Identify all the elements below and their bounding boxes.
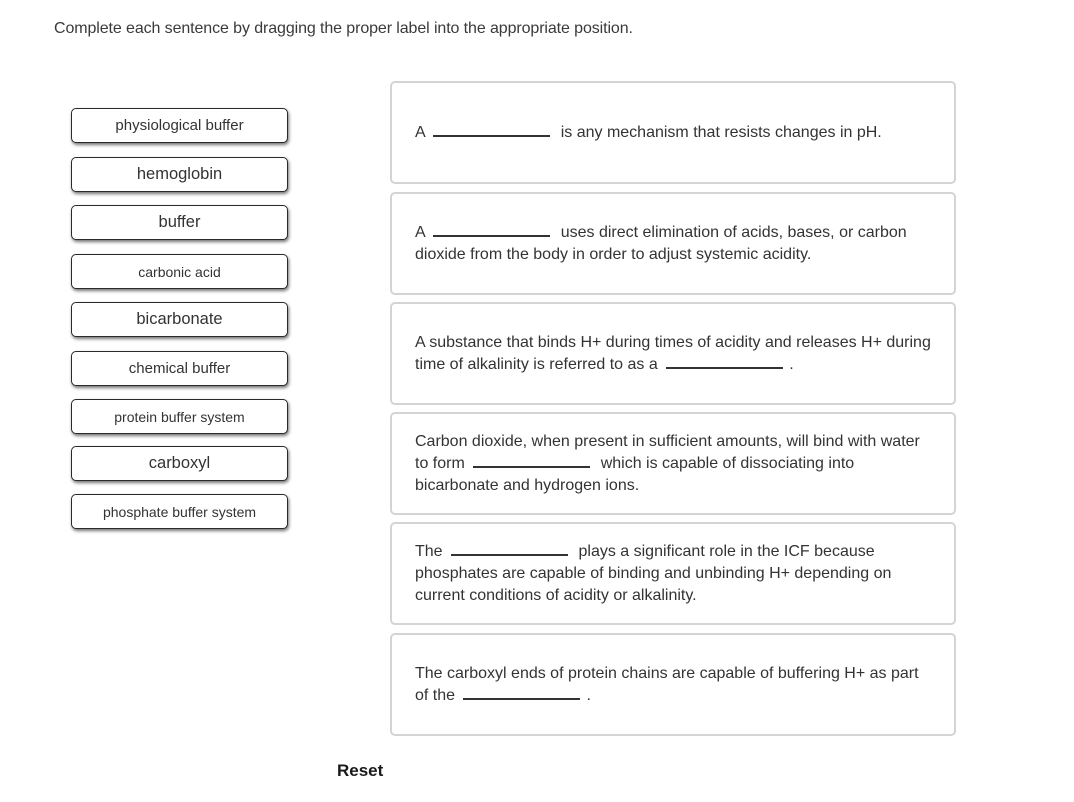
sentence-text	[415, 431, 932, 497]
label-text: bicarbonate	[136, 310, 223, 328]
label-text: phosphate buffer system	[102, 503, 257, 520]
drop-target-blank[interactable]	[473, 466, 590, 468]
reset-button[interactable]: Reset	[337, 761, 384, 780]
drop-target-blank[interactable]	[433, 235, 550, 237]
draggable-label-physiological-buffer[interactable]	[71, 108, 288, 143]
drop-target-blank[interactable]	[451, 554, 568, 556]
draggable-label-buffer[interactable]	[71, 205, 288, 240]
label-text: hemoglobin	[136, 165, 223, 183]
drop-target-blank[interactable]	[666, 367, 783, 369]
drop-target-blank[interactable]	[433, 135, 550, 137]
sentence-before: A	[415, 223, 425, 241]
sentence-box-3	[390, 302, 956, 405]
draggable-label-carboxyl[interactable]	[71, 446, 288, 481]
sentence-after: which is capable of dissociating into bicarbonate and hydrogen ions.	[415, 454, 855, 494]
sentence-before: The carboxyl ends of protein chains are capable of buffering H+ as part of the	[415, 664, 919, 704]
draggable-label-phosphate-buffer-system[interactable]	[71, 494, 288, 529]
sentence-after: .	[586, 686, 591, 704]
sentence-before: The	[415, 542, 443, 560]
drop-target-blank[interactable]	[463, 698, 580, 700]
label-text: chemical buffer	[128, 360, 231, 377]
draggable-label-chemical-buffer[interactable]	[71, 351, 288, 386]
draggable-label-bicarbonate[interactable]	[71, 302, 288, 337]
draggable-label-hemoglobin[interactable]	[71, 157, 288, 192]
draggable-label-carbonic-acid[interactable]	[71, 254, 288, 289]
sentence-before: A	[415, 123, 425, 141]
sentence-text	[415, 663, 932, 707]
sentence-after: uses direct elimination of acids, bases, or carbon dioxide from the body in order to adjust systemic acidity.	[415, 223, 907, 263]
label-text: physiological buffer	[115, 117, 244, 134]
sentence-box-2	[390, 192, 956, 295]
sentence-box-6	[390, 633, 956, 736]
sentence-after: plays a significant role in the ICF because phosphates are capable of binding and unbinding H+ depending on current conditions of acidity or alkalinity.	[415, 542, 892, 604]
instructions-text: Complete each sentence by dragging the proper label into the appropriate position.	[54, 20, 633, 37]
sentence-text	[415, 222, 932, 266]
sentence-after: .	[789, 355, 794, 373]
label-text: carboxyl	[148, 454, 211, 472]
sentence-box-4	[390, 412, 956, 515]
sentence-box-5	[390, 522, 956, 625]
sentence-after: is any mechanism that resists changes in pH.	[560, 123, 882, 141]
label-text: carbonic acid	[138, 263, 221, 280]
sentence-text	[415, 122, 882, 144]
sentence-before: Carbon dioxide, when present in sufficient amounts, will bind with water to form	[415, 432, 920, 472]
sentence-box-1	[390, 81, 956, 184]
sentence-text	[415, 332, 932, 376]
sentence-before: A substance that binds H+ during times of acidity and releases H+ during time of alkalinity is referred to as a	[415, 333, 931, 373]
label-text: buffer	[158, 213, 201, 231]
draggable-label-protein-buffer-system[interactable]	[71, 399, 288, 434]
sentence-text	[415, 541, 932, 607]
label-text: protein buffer system	[114, 408, 245, 425]
